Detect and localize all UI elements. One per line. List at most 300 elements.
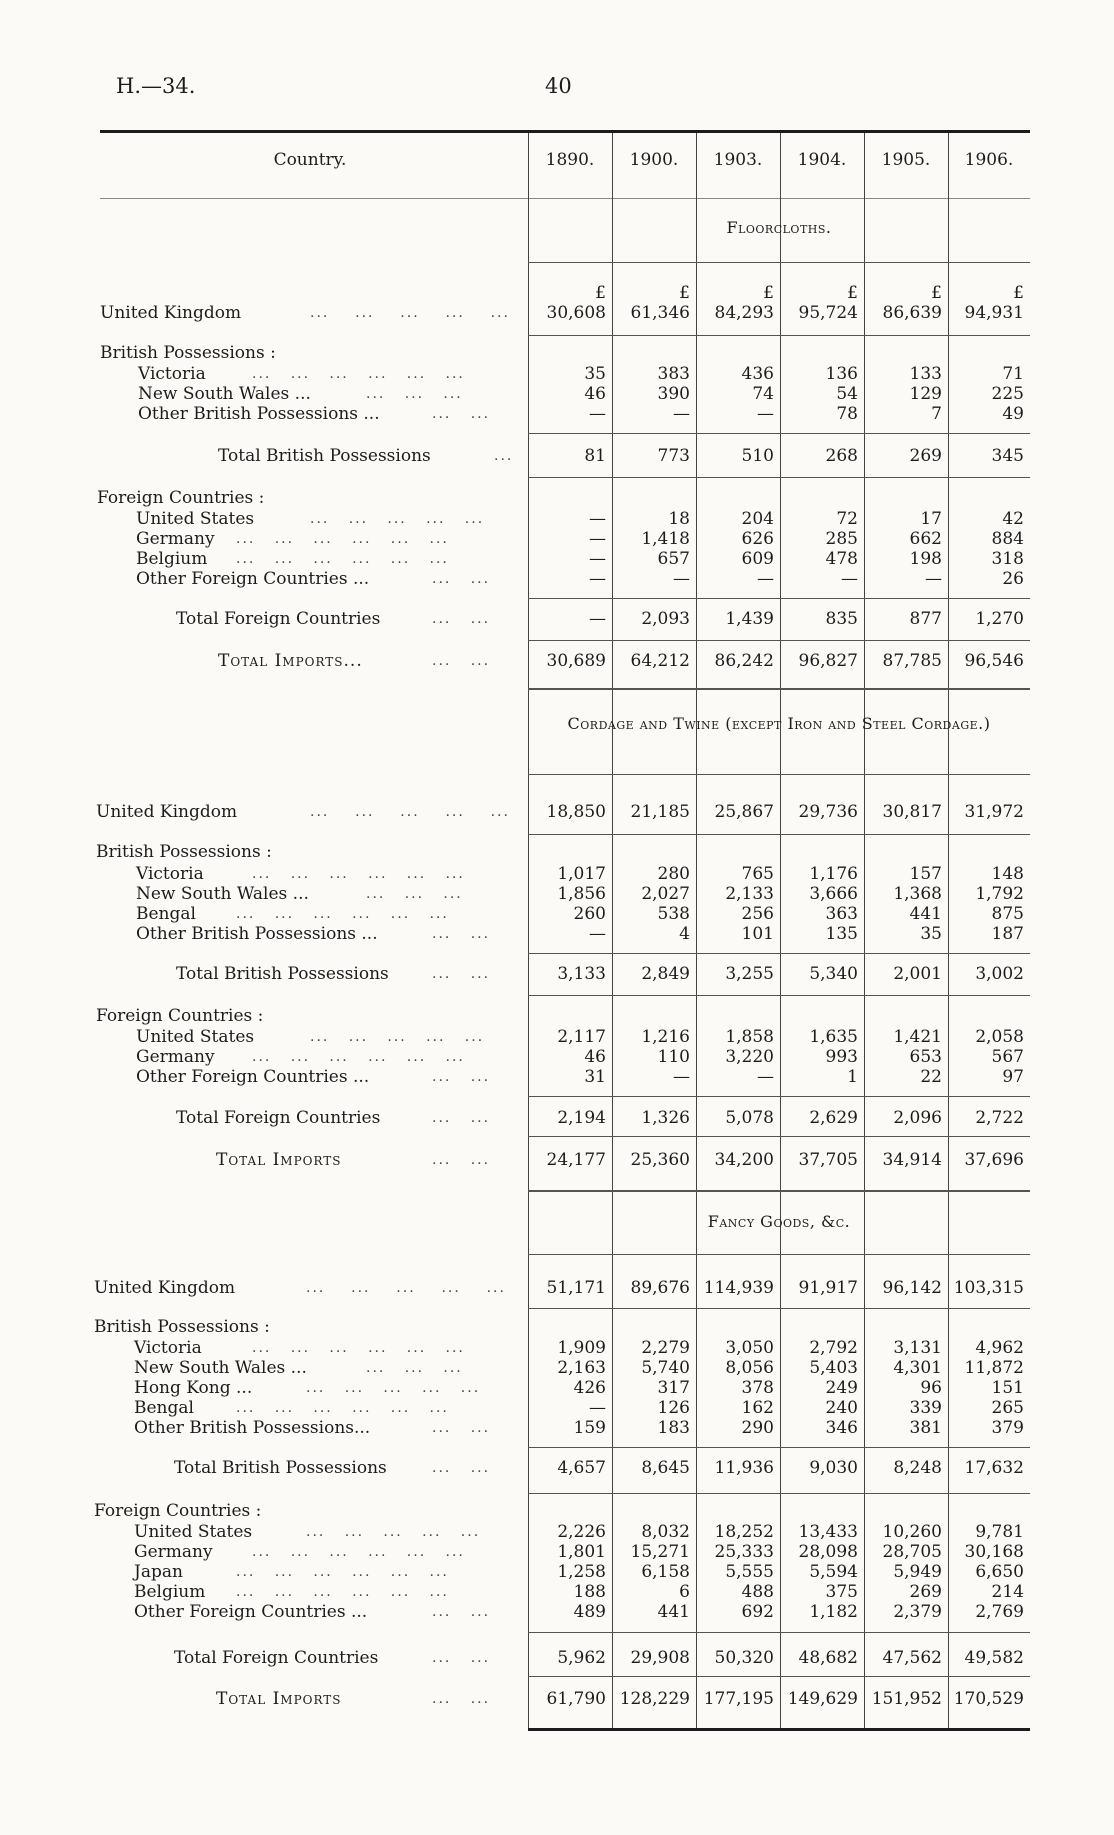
- value-cell: 225: [991, 384, 1024, 404]
- row-label: New South Wales ...: [138, 384, 311, 404]
- value-cell: 381: [909, 1418, 942, 1438]
- value-cell: 89,676: [630, 1278, 690, 1298]
- section-title-cordage: Cordage and Twine (except Iron and Steel Cordage.): [567, 714, 991, 733]
- total-cell: 835: [825, 609, 858, 629]
- grand-total-label: Total Imports...: [218, 651, 363, 671]
- value-cell: 8,032: [641, 1522, 690, 1542]
- row-label: Other British Possessions ...: [136, 924, 378, 944]
- value-cell: 114,939: [703, 1278, 774, 1298]
- total-cell: 5,078: [725, 1108, 774, 1128]
- section-rule: [528, 262, 1030, 263]
- page-number: 40: [545, 74, 572, 98]
- value-cell: 1,856: [557, 884, 606, 904]
- row-label: Other British Possessions...: [134, 1418, 371, 1438]
- group-label: Foreign Countries :: [97, 488, 265, 508]
- value-cell: 135: [825, 924, 858, 944]
- value-cell: 26: [1002, 569, 1024, 589]
- value-cell: 21,185: [630, 802, 690, 822]
- total-cell: 877: [909, 609, 942, 629]
- value-cell: 2,769: [975, 1602, 1024, 1622]
- value-cell: 441: [909, 904, 942, 924]
- value-cell: 136: [825, 364, 858, 384]
- row-label: United States: [136, 1027, 255, 1047]
- row-label: Bengal: [134, 1398, 194, 1418]
- value-cell: 478: [825, 549, 858, 569]
- leader-dots: ... ... ... ... ... ...: [252, 1049, 465, 1065]
- value-cell: 187: [991, 924, 1024, 944]
- leader-dots: ... ...: [432, 1691, 491, 1707]
- total-cell: 2,629: [809, 1108, 858, 1128]
- row-label: Victoria: [136, 864, 204, 884]
- value-cell: 5,740: [641, 1358, 690, 1378]
- total-cell: 9,030: [809, 1458, 858, 1478]
- column-header-1900: 1900.: [629, 150, 679, 170]
- value-cell: 538: [657, 904, 690, 924]
- leader-dots: ... ...: [432, 926, 491, 942]
- value-cell: 2,117: [557, 1027, 606, 1047]
- row-rule: [528, 1308, 1030, 1309]
- leader-dots: ... ... ... ... ... ...: [236, 1400, 449, 1416]
- row-label: United States: [134, 1522, 253, 1542]
- row-rule: [528, 1493, 1030, 1494]
- value-cell: —: [589, 569, 606, 589]
- total-cell: 2,093: [641, 609, 690, 629]
- value-cell: 72: [836, 509, 858, 529]
- row-rule: [528, 598, 1030, 599]
- section-title-floorcloths: Floorcloths.: [726, 218, 832, 237]
- value-cell: 94,931: [964, 303, 1024, 323]
- value-cell: 42: [1002, 509, 1024, 529]
- value-cell: 6: [679, 1582, 690, 1602]
- value-cell: 1,418: [641, 529, 690, 549]
- value-cell: —: [841, 569, 858, 589]
- value-cell: 96: [920, 1378, 942, 1398]
- value-cell: 375: [825, 1582, 858, 1602]
- grand-total-label: Total Imports: [216, 1689, 342, 1709]
- value-cell: 290: [741, 1418, 774, 1438]
- row-rule: [528, 477, 1030, 478]
- total-cell: 8,645: [641, 1458, 690, 1478]
- grand-total-cell: 61,790: [546, 1689, 606, 1709]
- value-cell: 46: [584, 384, 606, 404]
- value-cell: 13,433: [798, 1522, 858, 1542]
- grand-total-cell: 34,914: [882, 1150, 942, 1170]
- total-cell: 3,133: [557, 964, 606, 984]
- value-cell: 18: [668, 509, 690, 529]
- value-cell: 240: [825, 1398, 858, 1418]
- value-cell: —: [673, 404, 690, 424]
- value-cell: 260: [573, 904, 606, 924]
- value-cell: 426: [573, 1378, 606, 1398]
- value-cell: 662: [909, 529, 942, 549]
- value-cell: 5,949: [893, 1562, 942, 1582]
- row-rule: [528, 1676, 1030, 1677]
- currency-symbol: £: [763, 283, 774, 303]
- row-label: Germany: [134, 1542, 213, 1562]
- total-cell: 510: [741, 446, 774, 466]
- group-label: Foreign Countries :: [96, 1006, 264, 1026]
- total-cell: 8,248: [893, 1458, 942, 1478]
- row-rule: [528, 834, 1030, 835]
- value-cell: 1,182: [809, 1602, 858, 1622]
- row-rule: [528, 1096, 1030, 1097]
- value-cell: 51,171: [546, 1278, 606, 1298]
- total-cell: 773: [657, 446, 690, 466]
- total-label: Total Foreign Countries: [176, 609, 381, 629]
- row-label: Victoria: [134, 1338, 202, 1358]
- row-label: Germany: [136, 1047, 215, 1067]
- section-rule: [528, 1254, 1030, 1255]
- value-cell: 18,850: [546, 802, 606, 822]
- total-cell: 1,439: [725, 609, 774, 629]
- row-label: Other Foreign Countries ...: [134, 1602, 368, 1622]
- value-cell: 249: [825, 1378, 858, 1398]
- value-cell: 151: [991, 1378, 1024, 1398]
- value-cell: 22: [920, 1067, 942, 1087]
- grand-total-cell: 24,177: [546, 1150, 606, 1170]
- value-cell: 280: [657, 864, 690, 884]
- value-cell: 765: [741, 864, 774, 884]
- leader-dots: ... ...: [432, 653, 491, 669]
- leader-dots: ... ... ... ... ... ...: [252, 1340, 465, 1356]
- value-cell: 96,142: [882, 1278, 942, 1298]
- bottom-rule: [528, 1728, 1030, 1731]
- value-cell: 15,271: [630, 1542, 690, 1562]
- total-cell: 268: [825, 446, 858, 466]
- grand-total-cell: 170,529: [953, 1689, 1024, 1709]
- section-rule: [528, 774, 1030, 775]
- value-cell: 103,315: [953, 1278, 1024, 1298]
- row-label: United States: [136, 509, 255, 529]
- value-cell: 25,867: [714, 802, 774, 822]
- row-label: United Kingdom: [96, 802, 238, 822]
- currency-symbol: £: [847, 283, 858, 303]
- row-label: Germany: [136, 529, 215, 549]
- grand-total-cell: 96,546: [964, 651, 1024, 671]
- value-cell: 1,858: [725, 1027, 774, 1047]
- value-cell: 78: [836, 404, 858, 424]
- leader-dots: ... ...: [432, 966, 491, 982]
- value-cell: 54: [836, 384, 858, 404]
- value-cell: 265: [991, 1398, 1024, 1418]
- value-cell: 5,555: [725, 1562, 774, 1582]
- row-rule: [528, 1447, 1030, 1448]
- total-cell: —: [589, 609, 606, 629]
- value-cell: 2,792: [809, 1338, 858, 1358]
- row-label: Victoria: [138, 364, 206, 384]
- total-cell: 5,340: [809, 964, 858, 984]
- value-cell: 28,705: [882, 1542, 942, 1562]
- value-cell: 441: [657, 1602, 690, 1622]
- column-header-1903: 1903.: [713, 150, 763, 170]
- currency-symbol: £: [1013, 283, 1024, 303]
- row-label: United Kingdom: [94, 1278, 236, 1298]
- leader-dots: ... ... ... ... ...: [306, 1380, 481, 1396]
- grand-total-cell: 149,629: [787, 1689, 858, 1709]
- value-cell: —: [589, 509, 606, 529]
- value-cell: 4,962: [975, 1338, 1024, 1358]
- group-label: British Possessions :: [96, 842, 272, 862]
- grand-total-cell: 87,785: [882, 651, 942, 671]
- total-cell: 2,096: [893, 1108, 942, 1128]
- document-code: H.—34.: [116, 74, 196, 98]
- value-cell: 4: [679, 924, 690, 944]
- leader-dots: ... ... ... ... ... ...: [236, 906, 449, 922]
- grand-total-cell: 151,952: [871, 1689, 942, 1709]
- value-cell: 285: [825, 529, 858, 549]
- value-cell: 2,279: [641, 1338, 690, 1358]
- total-label: Total Foreign Countries: [174, 1648, 379, 1668]
- leader-dots: ... ... ... ... ...: [310, 305, 510, 321]
- value-cell: 390: [657, 384, 690, 404]
- column-header-1905: 1905.: [881, 150, 931, 170]
- value-cell: 256: [741, 904, 774, 924]
- value-cell: 1,635: [809, 1027, 858, 1047]
- grand-total-cell: 30,689: [546, 651, 606, 671]
- value-cell: 657: [657, 549, 690, 569]
- value-cell: 378: [741, 1378, 774, 1398]
- value-cell: 2,133: [725, 884, 774, 904]
- row-rule: [528, 1632, 1030, 1633]
- value-cell: 30,168: [964, 1542, 1024, 1562]
- total-cell: 4,657: [557, 1458, 606, 1478]
- total-cell: 2,722: [975, 1108, 1024, 1128]
- section-rule: [528, 1190, 1030, 1192]
- value-cell: 1,258: [557, 1562, 606, 1582]
- row-label: United Kingdom: [100, 303, 242, 323]
- value-cell: 269: [909, 1582, 942, 1602]
- value-cell: 346: [825, 1418, 858, 1438]
- value-cell: —: [757, 1067, 774, 1087]
- row-rule: [528, 335, 1030, 336]
- column-header-1904: 1904.: [797, 150, 847, 170]
- total-cell: 269: [909, 446, 942, 466]
- value-cell: 383: [657, 364, 690, 384]
- value-cell: 18,252: [714, 1522, 774, 1542]
- value-cell: 214: [991, 1582, 1024, 1602]
- value-cell: —: [589, 529, 606, 549]
- leader-dots: ... ...: [432, 1604, 491, 1620]
- grand-total-cell: 96,827: [798, 651, 858, 671]
- value-cell: 993: [825, 1047, 858, 1067]
- total-cell: 2,001: [893, 964, 942, 984]
- value-cell: 35: [920, 924, 942, 944]
- row-label: Hong Kong ...: [134, 1378, 253, 1398]
- row-label: Other Foreign Countries ...: [136, 569, 370, 589]
- value-cell: 204: [741, 509, 774, 529]
- value-cell: 1,421: [893, 1027, 942, 1047]
- row-rule: [528, 640, 1030, 641]
- leader-dots: ... ... ... ... ... ...: [252, 866, 465, 882]
- value-cell: 86,639: [882, 303, 942, 323]
- value-cell: 71: [1002, 364, 1024, 384]
- value-cell: 2,027: [641, 884, 690, 904]
- row-rule: [528, 995, 1030, 996]
- value-cell: 110: [657, 1047, 690, 1067]
- value-cell: 626: [741, 529, 774, 549]
- section-rule: [528, 688, 1030, 690]
- leader-dots: ... ... ... ... ... ...: [236, 531, 449, 547]
- total-label: Total Foreign Countries: [176, 1108, 381, 1128]
- total-cell: 81: [584, 446, 606, 466]
- row-rule: [528, 953, 1030, 954]
- grand-total-cell: 86,242: [714, 651, 774, 671]
- grand-total-label: Total Imports: [216, 1150, 342, 1170]
- value-cell: 11,872: [964, 1358, 1024, 1378]
- value-cell: 2,226: [557, 1522, 606, 1542]
- grand-total-cell: 37,696: [964, 1150, 1024, 1170]
- value-cell: 363: [825, 904, 858, 924]
- value-cell: 49: [1002, 404, 1024, 424]
- top-rule: [100, 130, 1030, 133]
- leader-dots: ...: [494, 448, 514, 464]
- value-cell: 317: [657, 1378, 690, 1398]
- leader-dots: ... ... ... ... ...: [310, 511, 485, 527]
- row-label: Belgium: [134, 1582, 206, 1602]
- row-label: Belgium: [136, 549, 208, 569]
- total-cell: 17,632: [964, 1458, 1024, 1478]
- value-cell: 183: [657, 1418, 690, 1438]
- value-cell: 25,333: [714, 1542, 774, 1562]
- row-rule: [528, 433, 1030, 434]
- value-cell: —: [925, 569, 942, 589]
- value-cell: 35: [584, 364, 606, 384]
- total-cell: 1,326: [641, 1108, 690, 1128]
- total-cell: 49,582: [964, 1648, 1024, 1668]
- group-label: British Possessions :: [94, 1317, 270, 1337]
- value-cell: 692: [741, 1602, 774, 1622]
- value-cell: 884: [991, 529, 1024, 549]
- leader-dots: ... ...: [432, 1420, 491, 1436]
- total-cell: 47,562: [882, 1648, 942, 1668]
- value-cell: 5,403: [809, 1358, 858, 1378]
- currency-symbol: £: [595, 283, 606, 303]
- leader-dots: ... ... ... ... ...: [310, 804, 510, 820]
- value-cell: 3,050: [725, 1338, 774, 1358]
- leader-dots: ... ... ... ... ... ...: [236, 1584, 449, 1600]
- header-divider: [100, 198, 1030, 199]
- row-label: Other Foreign Countries ...: [136, 1067, 370, 1087]
- leader-dots: ... ...: [432, 1110, 491, 1126]
- value-cell: 489: [573, 1602, 606, 1622]
- leader-dots: ... ... ... ... ... ...: [252, 366, 465, 382]
- column-header-country: Country.: [273, 150, 347, 170]
- value-cell: 6,650: [975, 1562, 1024, 1582]
- total-cell: 345: [991, 446, 1024, 466]
- value-cell: 10,260: [882, 1522, 942, 1542]
- total-cell: 3,002: [975, 964, 1024, 984]
- leader-dots: ... ... ...: [366, 386, 463, 402]
- grand-total-cell: 128,229: [619, 1689, 690, 1709]
- total-cell: 1,270: [975, 609, 1024, 629]
- total-label: Total British Possessions: [176, 964, 389, 984]
- grand-total-cell: 177,195: [703, 1689, 774, 1709]
- value-cell: 1,017: [557, 864, 606, 884]
- value-cell: 4,301: [893, 1358, 942, 1378]
- row-label: Bengal: [136, 904, 196, 924]
- total-cell: 50,320: [714, 1648, 774, 1668]
- leader-dots: ... ...: [432, 571, 491, 587]
- value-cell: 488: [741, 1582, 774, 1602]
- value-cell: 318: [991, 549, 1024, 569]
- leader-dots: ... ...: [432, 406, 491, 422]
- value-cell: 8,056: [725, 1358, 774, 1378]
- value-cell: 30,817: [882, 802, 942, 822]
- leader-dots: ... ... ... ... ...: [306, 1280, 506, 1296]
- column-header-1890: 1890.: [545, 150, 595, 170]
- value-cell: 9,781: [975, 1522, 1024, 1542]
- row-label: New South Wales ...: [134, 1358, 307, 1378]
- value-cell: 129: [909, 384, 942, 404]
- grand-total-cell: 25,360: [630, 1150, 690, 1170]
- value-cell: —: [673, 569, 690, 589]
- value-cell: 653: [909, 1047, 942, 1067]
- value-cell: 567: [991, 1047, 1024, 1067]
- value-cell: 30,608: [546, 303, 606, 323]
- leader-dots: ... ... ... ... ... ...: [236, 551, 449, 567]
- total-cell: 2,849: [641, 964, 690, 984]
- value-cell: 46: [584, 1047, 606, 1067]
- value-cell: 157: [909, 864, 942, 884]
- value-cell: 2,379: [893, 1602, 942, 1622]
- value-cell: 188: [573, 1582, 606, 1602]
- value-cell: 148: [991, 864, 1024, 884]
- value-cell: 2,058: [975, 1027, 1024, 1047]
- total-cell: 29,908: [630, 1648, 690, 1668]
- value-cell: 101: [741, 924, 774, 944]
- group-label: British Possessions :: [100, 343, 276, 363]
- value-cell: 133: [909, 364, 942, 384]
- value-cell: 126: [657, 1398, 690, 1418]
- value-cell: 1,176: [809, 864, 858, 884]
- value-cell: 875: [991, 904, 1024, 924]
- value-cell: 198: [909, 549, 942, 569]
- value-cell: —: [589, 549, 606, 569]
- leader-dots: ... ...: [432, 1460, 491, 1476]
- row-label: Other British Possessions ...: [138, 404, 380, 424]
- value-cell: 1,368: [893, 884, 942, 904]
- row-label: New South Wales ...: [136, 884, 309, 904]
- leader-dots: ... ... ... ... ... ...: [236, 1564, 449, 1580]
- total-cell: 3,255: [725, 964, 774, 984]
- value-cell: 1,792: [975, 884, 1024, 904]
- leader-dots: ... ...: [432, 1069, 491, 1085]
- grand-total-cell: 37,705: [798, 1150, 858, 1170]
- leader-dots: ... ...: [432, 1152, 491, 1168]
- row-rule: [528, 1136, 1030, 1137]
- section-title-fancy-goods: Fancy Goods, &c.: [707, 1212, 851, 1231]
- value-cell: —: [673, 1067, 690, 1087]
- value-cell: 609: [741, 549, 774, 569]
- value-cell: 3,220: [725, 1047, 774, 1067]
- value-cell: 28,098: [798, 1542, 858, 1562]
- value-cell: 31: [584, 1067, 606, 1087]
- value-cell: 7: [931, 404, 942, 424]
- value-cell: 61,346: [630, 303, 690, 323]
- total-label: Total British Possessions: [174, 1458, 387, 1478]
- value-cell: 1,216: [641, 1027, 690, 1047]
- total-cell: 2,194: [557, 1108, 606, 1128]
- value-cell: 3,666: [809, 884, 858, 904]
- value-cell: 84,293: [714, 303, 774, 323]
- value-cell: 339: [909, 1398, 942, 1418]
- value-cell: —: [757, 404, 774, 424]
- value-cell: 162: [741, 1398, 774, 1418]
- value-cell: 91,917: [798, 1278, 858, 1298]
- total-cell: 5,962: [557, 1648, 606, 1668]
- total-cell: 48,682: [798, 1648, 858, 1668]
- leader-dots: ... ... ...: [366, 886, 463, 902]
